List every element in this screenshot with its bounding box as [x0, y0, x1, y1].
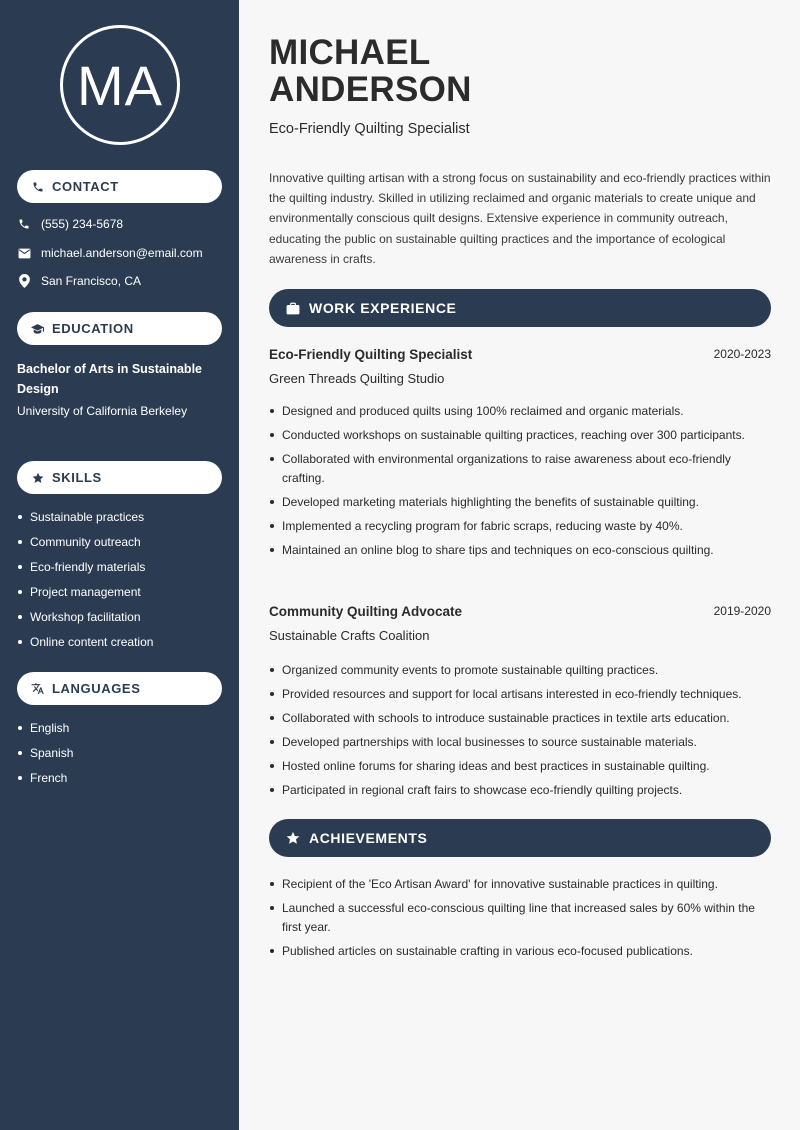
job-bullet: Organized community events to promote sustainable quilting practices. — [269, 661, 771, 680]
monogram-avatar: MA — [60, 25, 180, 145]
star-icon — [31, 471, 44, 484]
contact-phone[interactable]: (555) 234-5678 — [41, 217, 124, 231]
contact-email[interactable]: michael.anderson@email.com — [41, 246, 203, 260]
candidate-title: Eco-Friendly Quilting Specialist — [269, 121, 470, 137]
language-item: English — [17, 721, 73, 746]
job-bullet: Participated in regional craft fairs to showcase eco-friendly quilting projects. — [269, 781, 771, 800]
achievements-heading-label: ACHIEVEMENTS — [309, 830, 428, 846]
languages-heading — [17, 672, 222, 705]
contact-location: San Francisco, CA — [41, 274, 142, 288]
languages-list — [17, 721, 73, 796]
achievements-heading — [269, 819, 771, 857]
job-bullet: Conducted workshops on sustainable quilting practices, reaching over 300 participants. — [269, 426, 771, 445]
job-company: Green Threads Quilting Studio — [269, 371, 445, 386]
main-content — [239, 0, 800, 1130]
star-icon — [285, 831, 300, 846]
work-experience-heading-label: WORK EXPERIENCE — [309, 300, 457, 316]
profile-summary: Innovative quilting artisan with a strong focus on sustainability and eco-friendly practices within the quilting industry. Skilled in utilizing reclaimed and organic materials to create unique and environmentally conscious quilt designs. Extensive experience in community outreach, educating the public on sustainable quilting practices and the importance of ecological awareness in crafts. — [269, 171, 771, 266]
contact-email-row — [17, 246, 203, 260]
achievement-item: Recipient of the 'Eco Artisan Award' for innovative sustainable practices in quilting. — [269, 875, 771, 894]
job-role: Eco-Friendly Quilting Specialist — [269, 347, 473, 362]
candidate-name — [269, 34, 472, 108]
job-bullet: Implemented a recycling program for fabric scraps, reducing waste by 40%. — [269, 517, 771, 536]
job-bullet: Developed marketing materials highlighting the benefits of sustainable quilting. — [269, 493, 771, 512]
skill-item: Community outreach — [17, 535, 153, 560]
achievement-item: Launched a successful eco-conscious quilting line that increased sales by 60% within the first year. — [269, 899, 771, 936]
languages-heading-label: LANGUAGES — [52, 681, 141, 696]
work-experience-heading — [269, 289, 771, 327]
briefcase-icon — [285, 301, 300, 316]
last-name: ANDERSON — [269, 70, 472, 109]
education-school: University of California Berkeley — [17, 404, 188, 418]
skill-item: Online content creation — [17, 635, 153, 660]
skills-list — [17, 510, 153, 660]
education-degree: Bachelor of Arts in Sustainable Design — [17, 362, 202, 396]
job-role: Community Quilting Advocate — [269, 604, 463, 619]
job-header — [269, 347, 771, 362]
job-company: Sustainable Crafts Coalition — [269, 628, 430, 643]
job-dates: 2020-2023 — [713, 347, 771, 361]
skill-item: Sustainable practices — [17, 510, 153, 535]
job-bullet: Hosted online forums for sharing ideas and best practices in sustainable quilting. — [269, 757, 771, 776]
job-bullet: Collaborated with environmental organizations to raise awareness about eco-friendly crafting. — [269, 450, 771, 487]
email-icon — [17, 246, 31, 260]
skill-item: Workshop facilitation — [17, 610, 153, 635]
job-bullet: Developed partnerships with local businesses to source sustainable materials. — [269, 733, 771, 752]
job-dates: 2019-2020 — [713, 604, 771, 618]
phone-icon — [17, 217, 31, 231]
translate-icon — [31, 682, 44, 695]
contact-phone-row — [17, 217, 123, 231]
graduation-cap-icon — [31, 322, 44, 335]
achievement-item: Published articles on sustainable crafting in various eco-focused publications. — [269, 942, 771, 961]
education-heading — [17, 312, 222, 345]
language-item: Spanish — [17, 746, 73, 771]
skill-item: Project management — [17, 585, 153, 610]
location-pin-icon — [17, 274, 31, 288]
job-bullet: Maintained an online blog to share tips and techniques on eco-conscious quilting. — [269, 541, 771, 560]
skills-heading-label: SKILLS — [52, 470, 102, 485]
sidebar — [0, 0, 239, 1130]
job-bullet: Collaborated with schools to introduce sustainable practices in textile arts education. — [269, 709, 771, 728]
job-bullet: Provided resources and support for local artisans interested in eco-friendly techniques. — [269, 685, 771, 704]
job-bullets — [269, 402, 771, 565]
job-bullet: Designed and produced quilts using 100% reclaimed and organic materials. — [269, 402, 771, 421]
job-bullets — [269, 661, 771, 805]
skills-heading — [17, 461, 222, 494]
achievements-list — [269, 875, 771, 966]
contact-heading — [17, 170, 222, 203]
language-item: French — [17, 771, 73, 796]
contact-heading-label: CONTACT — [52, 179, 119, 194]
contact-location-row — [17, 274, 141, 288]
job-header — [269, 604, 771, 619]
skill-item: Eco-friendly materials — [17, 560, 153, 585]
education-heading-label: EDUCATION — [52, 321, 134, 336]
phone-icon — [31, 180, 44, 193]
first-name: MICHAEL — [269, 33, 431, 72]
